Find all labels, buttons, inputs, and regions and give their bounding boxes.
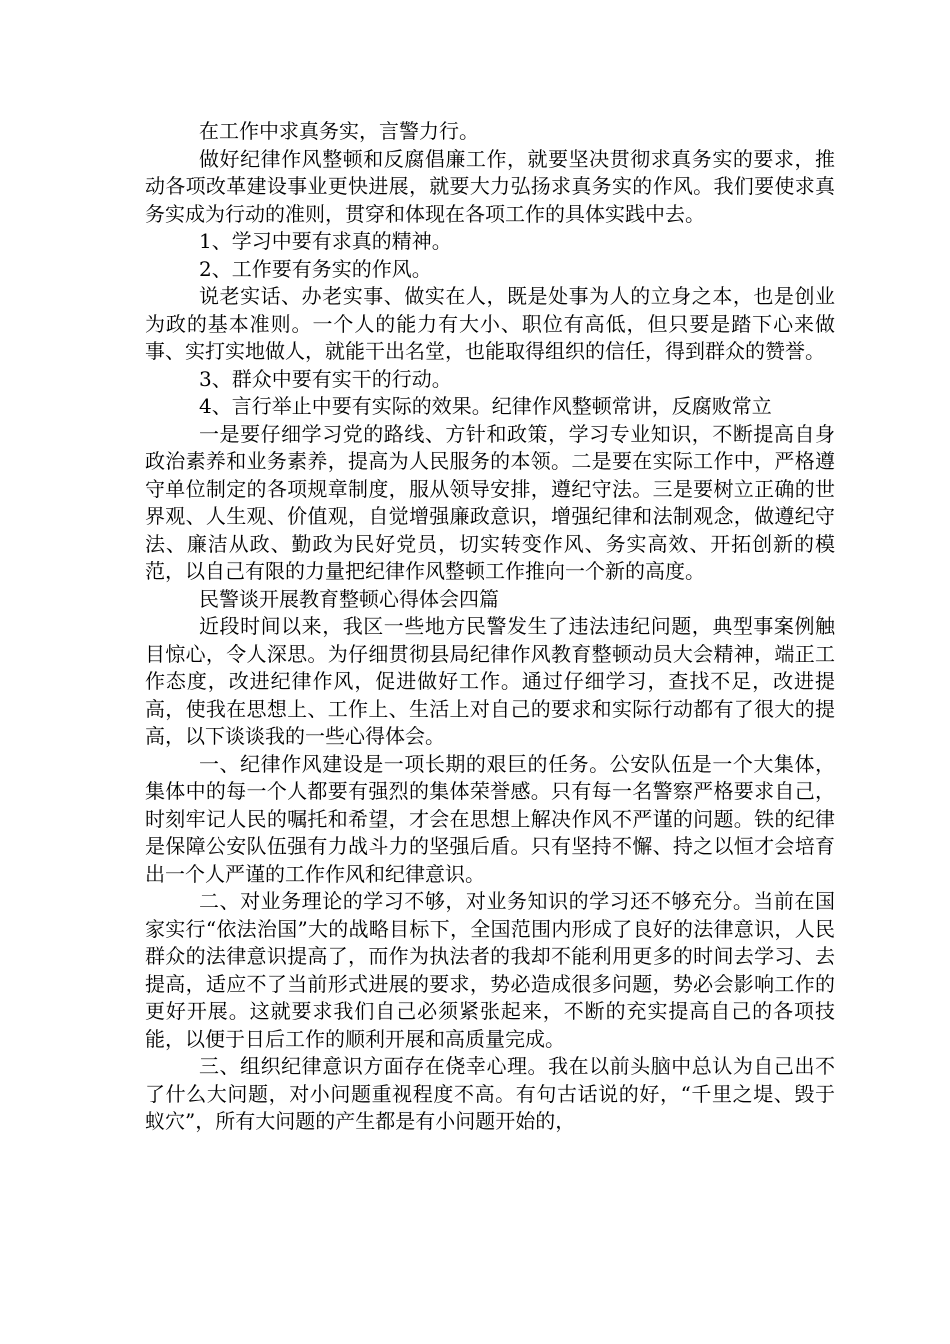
paragraph: 做好纪律作风整顿和反腐倡廉工作，就要坚决贯彻求真务实的要求，推动各项改革建设事业更快进展，就要大力弘扬求真务实的作风。我们要使求真务实成为行动的准则，贯穿和体现在各项工作的具体实践中去。 <box>145 146 835 226</box>
paragraph: 一是要仔细学习党的路线、方针和政策，学习专业知识，不断提高自身政治素养和业务素养，提高为人民服务的本领。二是要在实际工作中，严格遵守单位制定的各项规章制度，服从领导安排，遵纪守法。三是要树立正确的世界观、人生观、价值观，自觉增强廉政意识，增强纪律和法制观念，做遵纪守法、廉洁从政、勤政为民好党员，切实转变作风、务实高效、开拓创新的模范，以自己有限的力量把纪律作风整顿工作推向一个新的高度。 <box>145 421 835 583</box>
paragraph: 1、学习中要有求真的精神。 <box>199 229 452 253</box>
paragraph: 4、言行举止中要有实际的效果。纪律作风整顿常讲，反腐败常立 <box>199 394 772 418</box>
paragraph: 2、工作要有务实的作风。 <box>199 256 432 281</box>
paragraph: 近段时间以来，我区一些地方民警发生了违法违纪问题，典型事案例触目惊心，令人深思。为仔细贯彻县局纪律作风教育整顿动员大会精神，端正工作态度，改进纪律作风，促进做好工作。通过仔细学习，查找不足，改进提高，使我在思想上、工作上、生活上对自己的要求和实际行动都有了很大的提高，以下谈谈我的一些心得体会。 <box>145 614 835 748</box>
paragraph: 一、纪律作风建设是一项长期的艰巨的任务。公安队伍是一个大集体，集体中的每一个人都要有强烈的集体荣誉感。只有每一名警察严格要求自己，时刻牢记人民的嘱托和希望，才会在思想上解决作风不严谨的问题。铁的纪律是保障公安队伍强有力战斗力的坚强后盾。只有坚持不懈、持之以恒才会培育出一个人严谨的工作作风和纪律意识。 <box>145 751 835 886</box>
section-title: 民警谈开展教育整顿心得体会四篇 <box>199 586 499 611</box>
paragraph: 说老实话、办老实事、做实在人，既是处事为人的立身之本，也是创业为政的基本准则。一个人的能力有大小、职位有高低，但只要是踏下心来做事、实打实地做人，就能干出名堂，也能取得组织的信任，得到群众的赞誉。 <box>145 284 835 363</box>
paragraph: 在工作中求真务实，言警力行。 <box>199 119 479 143</box>
document-page <box>145 118 835 1136</box>
paragraph: 3、群众中要有实干的行动。 <box>199 366 452 391</box>
paragraph: 二、对业务理论的学习不够，对业务知识的学习还不够充分。当前在国家实行“依法治国”大的战略目标下，全国范围内形成了良好的法律意识，人民群众的法律意识提高了，而作为执法者的我却不能利用更多的时间去学习、去提高，适应不了当前形式进展的要求，势必造成很多问题，势必会影响工作的更好开展。这就要求我们自己必须紧张起来，不断的充实提高自己的各项技能，以便于日后工作的顺利开展和高质量完成。 <box>145 889 835 1051</box>
paragraph: 三、组织纪律意识方面存在侥幸心理。我在以前头脑中总认为自己出不了什么大问题，对小问题重视程度不高。有句古话说的好，“千里之堤、毁于蚁穴”，所有大问题的产生都是有小问题开始的， <box>145 1054 835 1133</box>
